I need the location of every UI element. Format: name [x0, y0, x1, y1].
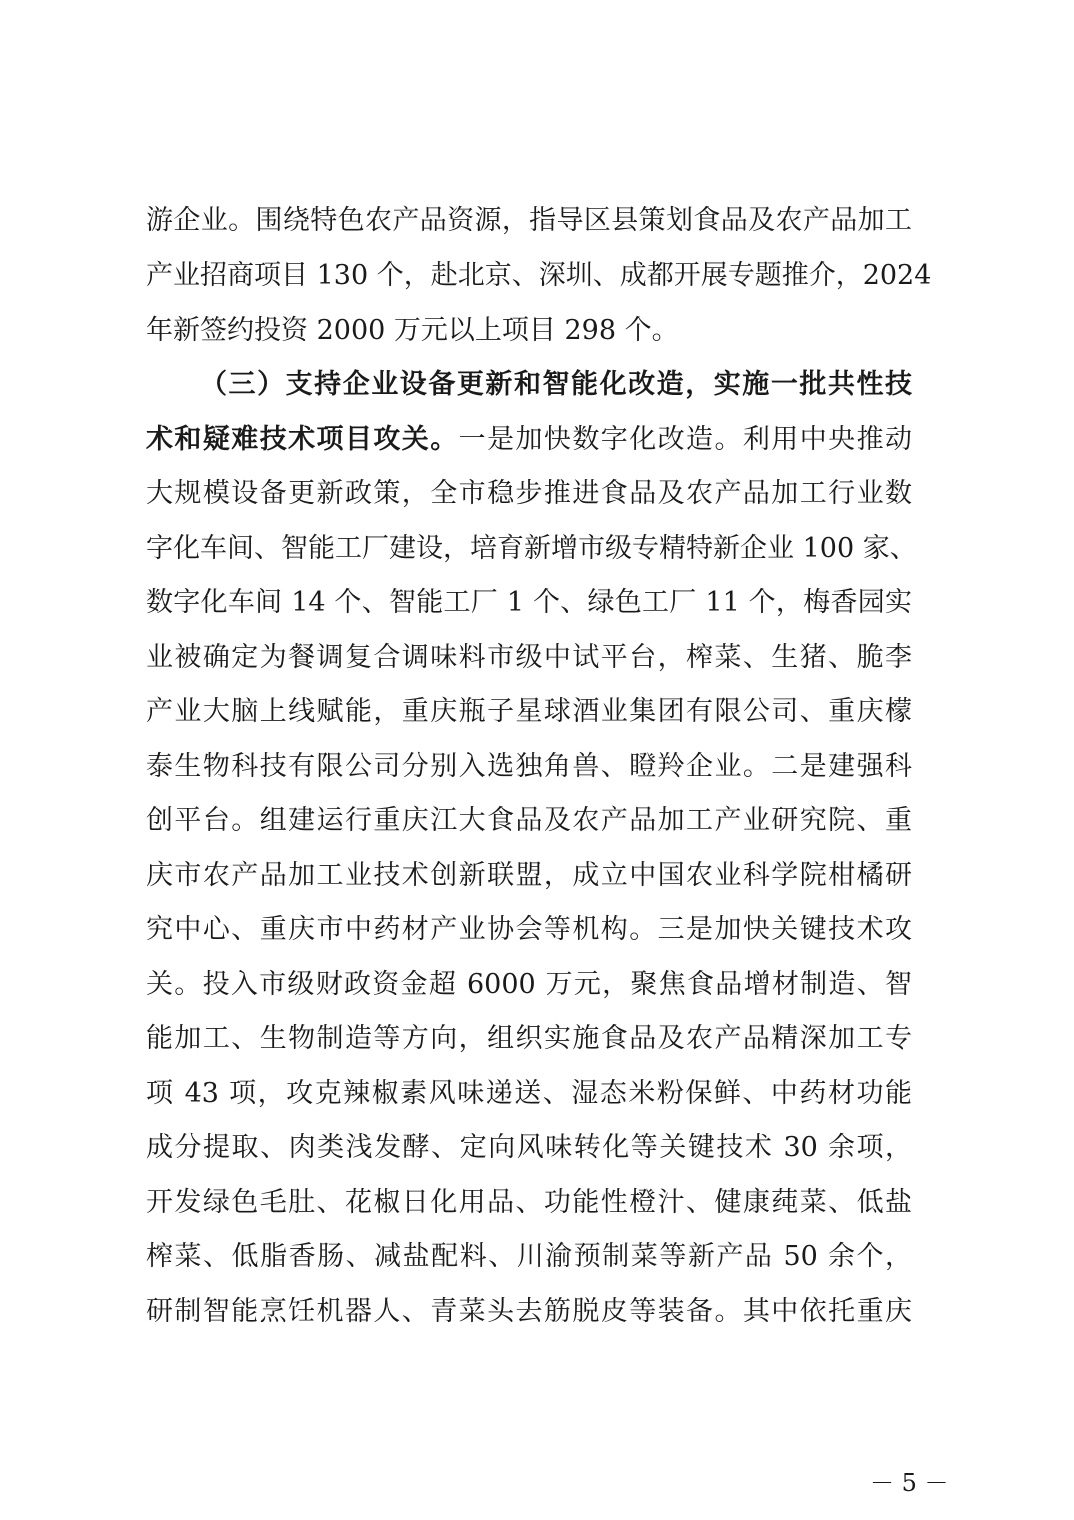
paragraph-line: 榨菜、低脂香肠、减盐配料、川渝预制菜等新产品 50 余个， [146, 1241, 912, 1272]
page-number: － 5 － [870, 1469, 949, 1497]
paragraph-line: 字化车间、智能工厂建设，培育新增市级专精特新企业 100 家、 [146, 533, 917, 564]
paragraph-line: 数字化车间 14 个、智能工厂 1 个、绿色工厂 11 个，梅香园实 [146, 587, 912, 618]
paragraph-line: 创平台。组建运行重庆江大食品及农产品加工产业研究院、重 [146, 805, 912, 836]
paragraph-line: 游企业。围绕特色农产品资源，指导区县策划食品及农产品加工 [146, 205, 912, 236]
paragraph-line: 项 43 项，攻克辣椒素风味递送、湿态米粉保鲜、中药材功能 [146, 1078, 912, 1109]
section-heading-tail: 术和疑难技术项目攻关。 [146, 424, 459, 455]
paragraph-line: 关。投入市级财政资金超 6000 万元，聚焦食品增材制造、智 [146, 969, 912, 1000]
paragraph-line: 能加工、生物制造等方向，组织实施食品及农产品精深加工专 [146, 1023, 912, 1054]
section-heading-line: （三）支持企业设备更新和智能化改造，实施一批共性技 [200, 369, 912, 400]
paragraph-line: 大规模设备更新政策，全市稳步推进食品及农产品加工行业数 [146, 478, 912, 509]
paragraph-line: 年新签约投资 2000 万元以上项目 298 个。 [146, 315, 679, 346]
paragraph-line: 庆市农产品加工业技术创新联盟，成立中国农业科学院柑橘研 [146, 860, 912, 891]
paragraph-line: 产业大脑上线赋能，重庆瓶子星球酒业集团有限公司、重庆檬 [146, 696, 912, 727]
paragraph-line: 产业招商项目 130 个，赴北京、深圳、成都开展专题推介，2024 [146, 260, 932, 291]
paragraph-text: 一是加快数字化改造。利用中央推动 [458, 424, 913, 455]
mixed-line [146, 422, 912, 458]
paragraph-line: 研制智能烹饪机器人、青菜头去筋脱皮等装备。其中依托重庆 [146, 1296, 912, 1327]
paragraph-line: 业被确定为餐调复合调味料市级中试平台，榨菜、生猪、脆李 [146, 642, 912, 673]
paragraph-line: 成分提取、肉类浅发酵、定向风味转化等关键技术 30 余项， [146, 1132, 912, 1163]
paragraph-line: 开发绿色毛肚、花椒日化用品、功能性橙汁、健康莼菜、低盐 [146, 1187, 912, 1218]
paragraph-line: 泰生物科技有限公司分别入选独角兽、瞪羚企业。二是建强科 [146, 751, 912, 782]
paragraph-line: 究中心、重庆市中药材产业协会等机构。三是加快关键技术攻 [146, 914, 912, 945]
